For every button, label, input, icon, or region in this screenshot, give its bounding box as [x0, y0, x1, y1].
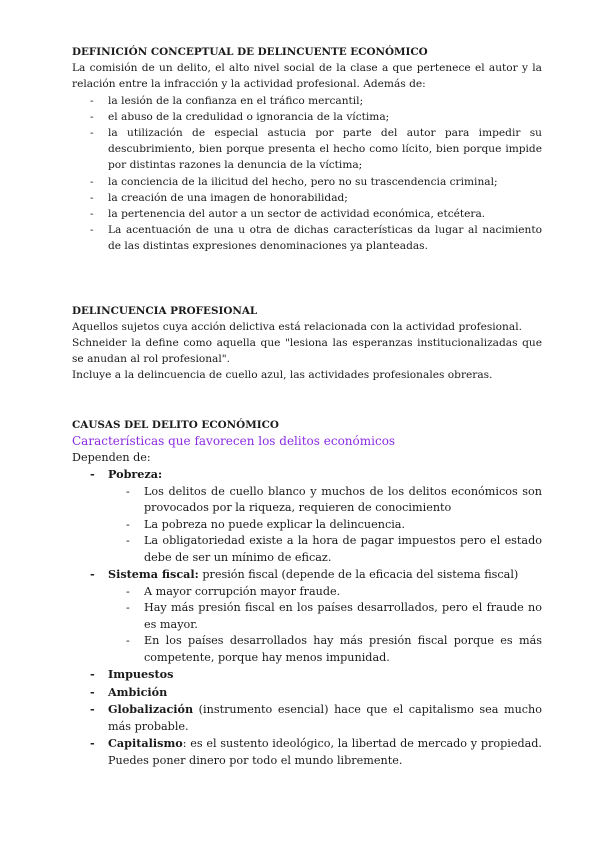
label-sistema-fiscal: Sistema fiscal: [108, 567, 199, 582]
list-item: - La pobreza no puede explicar la delincuencia. [108, 517, 542, 534]
list-item: - la pertenencia del autor a un sector de actividad económica, etcétera. [72, 206, 542, 222]
list-item: - la utilización de especial astucia por parte del autor para impedir su descubrimiento, bien porque presenta el hecho como lícito, bien porque impide por distintas razones la denuncia de la víctima; [72, 125, 542, 174]
list-causas [72, 466, 542, 769]
list-item: - A mayor corrupción mayor fraude. [108, 584, 542, 601]
paragraph-line: Aquellos sujetos cuya acción delictiva está relacionada con la actividad profesional. [72, 320, 522, 333]
causas-body [72, 450, 542, 770]
list-item: - la conciencia de la ilicitud del hecho, pero no su trascendencia criminal; [72, 174, 542, 190]
list-item-pobreza [72, 466, 542, 566]
list-item-ambicion [72, 684, 542, 702]
paragraph-line: Incluye a la delincuencia de cuello azul, las actividades profesionales obreras. [72, 369, 493, 382]
section-intro-definicion: La comisión de un delito, el alto nivel social de la clase a que pertenece el autor y la relación entre la infracción y la actividad profesional. Además de: [72, 62, 542, 91]
text-sistema-fiscal: presión fiscal (depende de la eficacia del sistema fiscal) [198, 568, 519, 582]
label-globalizacion: Globalización [108, 702, 194, 717]
document-content [72, 44, 542, 769]
paragraph-line: Schneider la define como aquella que "lesiona las esperanzas institucionalizadas que se anudan al rol profesional". [72, 337, 542, 366]
list-item: - la lesión de la confianza en el tráfico mercantil; [72, 93, 542, 109]
text-globalizacion: (instrumento esencial) hace que el capitalismo sea mucho más probable. [108, 703, 542, 733]
list-definicion [72, 93, 542, 255]
section-subtitle-causas: Características que favorecen los delitos económicos [72, 433, 396, 448]
causas-intro: Dependen de: [72, 450, 151, 464]
section-title-definicion: DEFINICIÓN CONCEPTUAL DE DELINCUENTE ECONÓMICO [72, 46, 428, 58]
list-item-capitalismo [72, 735, 542, 769]
sublist-pobreza [108, 484, 542, 567]
list-item: - En los países desarrollados hay más presión fiscal porque es más competente, porque hay menos impunidad. [108, 633, 542, 666]
label-capitalismo: Capitalismo [108, 736, 183, 751]
list-item-sistema-fiscal [72, 566, 542, 666]
list-item: - Hay más presión fiscal en los países desarrollados, pero el fraude no es mayor. [108, 600, 542, 633]
label-ambicion: Ambición [108, 684, 168, 699]
text-capitalismo: : es el sustento ideológico, la libertad de mercado y propiedad. Puedes poner dinero por todo el mundo libremente. [108, 737, 542, 767]
list-item: - Los delitos de cuello blanco y muchos de los delitos económicos son provocados por la riqueza, requieren de conocimiento [108, 484, 542, 517]
list-item: - La obligatoriedad existe a la hora de pagar impuestos pero el estado debe de ser un mínimo de eficaz. [108, 533, 542, 566]
list-item-impuestos [72, 666, 542, 684]
section-title-causas: CAUSAS DEL DELITO ECONÓMICO [72, 418, 279, 431]
list-item: - La acentuación de una u otra de dichas características da lugar al nacimiento de las distintas expresiones denominaciones ya planteadas. [72, 222, 542, 254]
section-title-delincuencia: DELINCUENCIA PROFESIONAL [72, 304, 258, 317]
label-pobreza: Pobreza: [108, 467, 163, 482]
list-item: - la creación de una imagen de honorabilidad; [72, 190, 542, 206]
list-item-globalizacion [72, 701, 542, 735]
sublist-sistema-fiscal [108, 584, 542, 667]
label-impuestos: Impuestos [108, 667, 174, 682]
list-item: - el abuso de la credulidad o ignorancia de la víctima; [72, 109, 542, 125]
